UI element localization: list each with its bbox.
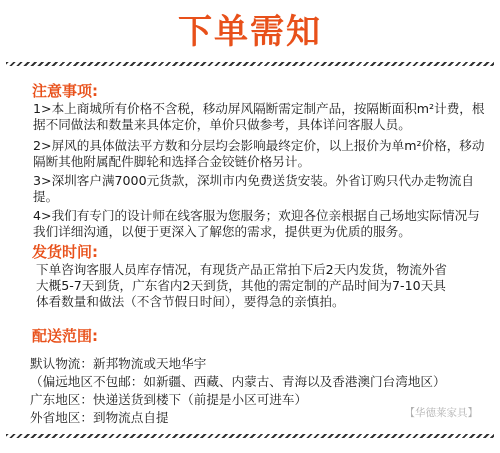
watermark: 【华德莱家具】	[404, 407, 478, 419]
delivery-line-3: 广东地区：快递送货到楼下（前提是小区可进车）	[30, 392, 308, 407]
top-divider	[6, 62, 494, 66]
shipping-text: 下单咨询客服人员库存情况，有现货产品正常拍下后2天内发货，物流外省 大概5-7天到货，广东省内2天到货，其他的需定制的产品时间为7-10天具 体看数量和做法（不含节假日时间），要得急的亲慎拍。	[36, 262, 448, 309]
delivery-heading: 配送范围:	[32, 327, 98, 345]
notes-item-2: 2>屏风的具体做法平方数和分层均会影响最终定价，以上报价为单m²价格，移动 隔断其他附属配件脚轮和选择合金铰链价格另计。	[33, 138, 485, 169]
delivery-line-2: （偏远地区不包邮：如新疆、西藏、内蒙古、青海以及香港澳门台湾地区）	[30, 374, 446, 389]
notes-item-1: 1>本上商城所有价格不含税，移动屏风隔断需定制产品，按隔断面积m²计费，根 据不同做法和数量来具体定价，单价只做参考，具体详问客服人员。	[33, 101, 485, 132]
page-title: 下单需知	[178, 12, 322, 52]
delivery-line-1: 默认物流：新邦物流或天地华宇	[30, 356, 207, 371]
notes-item-3: 3>深圳客户满7000元货款，深圳市内免费送货安装。外省订购只代办走物流自 提。	[33, 173, 475, 204]
notes-heading: 注意事项:	[32, 82, 98, 100]
delivery-line-4: 外省地区：到物流点自提	[30, 410, 169, 425]
bottom-divider	[6, 434, 494, 438]
shipping-heading: 发货时间:	[32, 243, 98, 261]
notes-item-4: 4>我们有专门的设计师在线客服为您服务；欢迎各位亲根据自己场地实际情况与 我们详细沟通，以便于更深入了解您的需求，提供更为优质的服务。	[33, 208, 480, 239]
